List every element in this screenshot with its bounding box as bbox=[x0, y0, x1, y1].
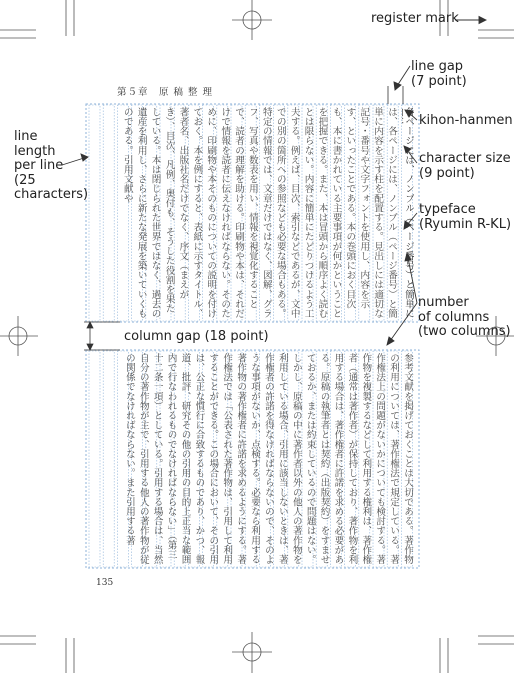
column-gap-bracket bbox=[84, 322, 120, 350]
bottom-text-column: 参考文献を掲げておくことは大切である。著作物の利用については、著作権法で規定している。著作権法上の問題がないかについても検討する。著作物を複製するなどして利用する権利は、著作権者（通常は著作者）が保持しており、著作物を利用する場合は、著作権者に許諾を求める必要がある。原稿の執筆者とは契約（出版契約）をすませておるか、または約束しているので問題はない。しかし、原稿の中に著作者以外の他人の著作物を利用している場合、引用に該当しないときは、著作権者の許諾を得なければならないので、そのような事項がないか、点検する。必要なら利用する著作物の著作権者に許諾を求めるようにする。著作権法では「公表された著作物は、引用して利用することができる。この場合において、その引用は、公正な慣行に合致するものであり、かつ、報道、批評、研究その他の引用の目的上正当な範囲内で行なわれるものでなければならない」（第三十二条一項）としている。引用する場合は、当然自分の著作物が主で、引用する他人の著作物が従の関係でなければならない。また引用する著 bbox=[123, 353, 413, 565]
kihon-hanmen-label: kihon-hanmen bbox=[419, 113, 513, 128]
line-gap-label: line gap (7 point) bbox=[411, 59, 467, 89]
top-text-column: は、各ページには、ノンブル（ページ番号）と簡単に内容を示す柱を配置する。見出しには適切な記号・番号や文字フォントを使用し、内容を示す、といったことである。本の巻頭におく目次も、本に書かれている主要事項が何かということを把握できる。また、本は冒頭から順序よく読むとは限らない。内容に簡単にたどりつけるよう工夫する。例えば、目次、索引などであるが、文中での別の箇所への参照なども必要な場合もある。特定の情報では、文章だけではなく、図解、グラフ、写真や数表を用い、情報を視覚化することで、読者の理解を助ける。印刷物や本は、それだけで情報を読者に伝えなければならない。そのために、印刷物や本そのものについての説明を付けておく。本を例にすると、表紙に示すタイトル、著者名、出版社名だけでなく、序文（まえがき）、目次、凡例、奥付も、そうした役割を果たしている。本は閉じられた世界ではなく、過去の遺産を利用し、さらに新たな発展を築いていくものである。引用文献や bbox=[121, 107, 397, 319]
column-gap-label: column gap (18 point) bbox=[124, 329, 269, 344]
line-length-label: line length per line (25 characters) bbox=[14, 129, 89, 203]
page-number: 135 bbox=[96, 578, 114, 588]
register-mark-left bbox=[0, 316, 38, 356]
chapter-heading: 第５章 原 稿 整 理 bbox=[117, 87, 214, 98]
highlighted-line: 各ページには、ノンブル（ページ番号）と簡単に bbox=[403, 107, 414, 319]
register-mark-top bbox=[232, 0, 272, 40]
character-size-label: character size (9 point) bbox=[419, 151, 511, 181]
typeface-label: typeface (Ryumin R-KL) bbox=[419, 202, 512, 232]
register-mark-bottom bbox=[232, 632, 272, 673]
register-mark-label: register mark bbox=[371, 11, 459, 26]
number-of-columns-label: number of columns (two columns) bbox=[418, 295, 511, 340]
